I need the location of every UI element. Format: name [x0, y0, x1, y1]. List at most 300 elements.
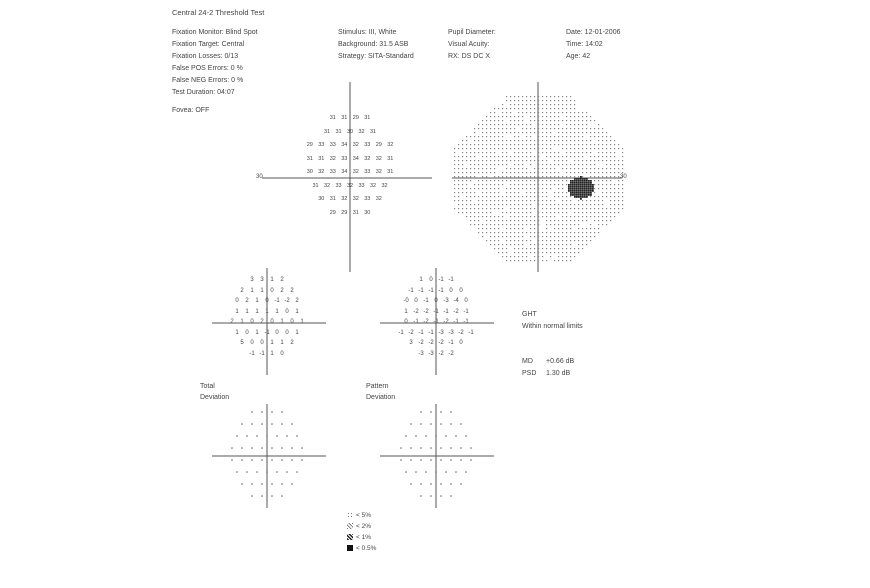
grayscale-dot — [598, 160, 599, 161]
grayscale-dot — [514, 104, 515, 105]
grayscale-dot — [518, 124, 519, 125]
grayscale-dot — [486, 204, 487, 205]
grayscale-dot — [558, 152, 559, 153]
blind-spot-dot — [584, 190, 586, 192]
grayscale-dot — [518, 188, 519, 189]
grayscale-dot — [526, 112, 527, 113]
grayscale-dot — [522, 124, 523, 125]
grayscale-dot — [546, 112, 547, 113]
probability-dot — [286, 471, 288, 473]
grayscale-dot — [510, 196, 511, 197]
grayscale-dot — [590, 212, 591, 213]
grayscale-dot — [578, 128, 579, 129]
grayscale-dot — [538, 204, 539, 205]
grayscale-dot — [522, 104, 523, 105]
blind-spot-dot — [578, 190, 580, 192]
grayscale-dot — [502, 184, 503, 185]
grayscale-dot — [530, 248, 531, 249]
grayscale-dot — [482, 232, 483, 233]
grayscale-dot — [542, 104, 543, 105]
grayscale-dot — [494, 164, 495, 165]
grayscale-dot — [546, 96, 547, 97]
grayscale-dot — [566, 108, 567, 109]
grayscale-dot — [602, 128, 603, 129]
probability-dot — [271, 411, 273, 413]
grayscale-dot — [514, 200, 515, 201]
grayscale-dot — [582, 120, 583, 121]
total-deviation-value: 2 — [280, 277, 284, 283]
grayscale-dot — [470, 180, 471, 181]
grayscale-dot — [478, 204, 479, 205]
grayscale-dot — [590, 136, 591, 137]
grayscale-dot — [570, 96, 571, 97]
probability-dot — [271, 423, 273, 425]
grayscale-dot — [622, 160, 623, 161]
grayscale-dot — [478, 196, 479, 197]
grayscale-dot — [474, 148, 475, 149]
grayscale-dot — [566, 168, 567, 169]
grayscale-dot — [470, 204, 471, 205]
total-deviation-value: 1 — [280, 319, 284, 325]
grayscale-dot — [598, 140, 599, 141]
grayscale-dot — [538, 104, 539, 105]
grayscale-dot — [562, 228, 563, 229]
grayscale-dot — [618, 192, 619, 193]
grayscale-dot — [506, 260, 507, 261]
grayscale-dot — [614, 216, 615, 217]
threshold-value: 31 — [387, 169, 394, 175]
grayscale-dot — [538, 236, 539, 237]
grayscale-dot — [550, 132, 551, 133]
grayscale-dot — [550, 104, 551, 105]
date: Date: 12-01-2006 — [566, 29, 621, 36]
probability-dot — [470, 447, 472, 449]
grayscale-dot — [598, 132, 599, 133]
blind-spot-dot — [590, 180, 592, 182]
grayscale-dot — [462, 188, 463, 189]
grayscale-dot — [518, 136, 519, 137]
threshold-value: 33 — [329, 142, 336, 148]
grayscale-dot — [486, 220, 487, 221]
grayscale-dot — [462, 152, 463, 153]
grayscale-dot — [522, 216, 523, 217]
grayscale-dot — [574, 116, 575, 117]
grayscale-dot — [526, 208, 527, 209]
grayscale-dot — [602, 220, 603, 221]
grayscale-dot — [594, 188, 595, 189]
threshold-value: 32 — [381, 182, 388, 189]
grayscale-dot — [502, 120, 503, 121]
grayscale-dot — [482, 176, 483, 177]
grayscale-dot — [482, 180, 483, 181]
grayscale-dot — [506, 180, 507, 181]
grayscale-dot — [558, 192, 559, 193]
grayscale-dot — [502, 144, 503, 145]
grayscale-dot — [610, 196, 611, 197]
grayscale-dot — [570, 124, 571, 125]
pattern-deviation-value: 3 — [409, 340, 413, 346]
grayscale-dot — [582, 152, 583, 153]
probability-dot — [281, 423, 283, 425]
grayscale-dot — [514, 204, 515, 205]
grayscale-dot — [554, 208, 555, 209]
grayscale-dot — [482, 188, 483, 189]
grayscale-dot — [550, 176, 551, 177]
grayscale-dot — [506, 204, 507, 205]
pattern-deviation-value: 0 — [434, 298, 438, 304]
grayscale-dot — [506, 144, 507, 145]
grayscale-dot — [506, 152, 507, 153]
grayscale-dot — [462, 160, 463, 161]
grayscale-dot — [518, 104, 519, 105]
blind-spot-dot — [576, 188, 578, 190]
grayscale-dot — [618, 212, 619, 213]
grayscale-dot — [610, 212, 611, 213]
grayscale-dot — [514, 164, 515, 165]
blind-spot-dot — [584, 194, 586, 196]
grayscale-dot — [590, 140, 591, 141]
grayscale-dot — [490, 184, 491, 185]
grayscale-dot — [566, 112, 567, 113]
grayscale-dot — [542, 144, 543, 145]
grayscale-dot — [530, 200, 531, 201]
grayscale-dot — [490, 236, 491, 237]
threshold-value: 32 — [323, 182, 331, 189]
grayscale-dot — [490, 180, 491, 181]
blind-spot-dot — [588, 182, 590, 184]
grayscale-dot — [474, 164, 475, 165]
grayscale-dot — [530, 104, 531, 105]
grayscale-dot — [530, 240, 531, 241]
probability-dot — [301, 459, 303, 461]
stimulus: Stimulus: III, White — [338, 29, 397, 36]
grayscale-dot — [486, 136, 487, 137]
grayscale-dot — [606, 132, 607, 133]
grayscale-dot — [526, 136, 527, 137]
grayscale-dot — [542, 212, 543, 213]
grayscale-dot — [474, 224, 475, 225]
grayscale-dot — [542, 124, 543, 125]
grayscale-dot — [590, 144, 591, 145]
grayscale-dot — [506, 100, 507, 101]
grayscale-dot — [562, 136, 563, 137]
grayscale-dot — [502, 128, 503, 129]
grayscale-dot — [522, 184, 523, 185]
blind-spot-dot — [582, 184, 584, 186]
grayscale-dot — [482, 120, 483, 121]
grayscale-dot — [506, 96, 507, 97]
grayscale-dot — [534, 144, 535, 145]
grayscale-dot — [454, 192, 455, 193]
grayscale-dot — [550, 188, 551, 189]
grayscale-dot — [458, 164, 459, 165]
probability-dot — [246, 471, 248, 473]
grayscale-dot — [610, 184, 611, 185]
grayscale-dot — [522, 244, 523, 245]
probability-dot — [400, 447, 402, 449]
probability-dot — [291, 447, 293, 449]
total-deviation-label-1: Total — [200, 383, 215, 390]
grayscale-dot — [462, 204, 463, 205]
grayscale-dot — [598, 168, 599, 169]
grayscale-dot — [558, 128, 559, 129]
grayscale-dot — [530, 128, 531, 129]
probability-dot — [251, 411, 253, 413]
grayscale-dot — [606, 152, 607, 153]
blind-spot-dot — [588, 190, 590, 192]
grayscale-dot — [614, 156, 615, 157]
grayscale-dot — [486, 192, 487, 193]
grayscale-dot — [570, 112, 571, 113]
grayscale-dot — [582, 136, 583, 137]
grayscale-dot — [606, 176, 607, 177]
grayscale-dot — [494, 204, 495, 205]
grayscale-dot — [594, 196, 595, 197]
grayscale-dot — [474, 184, 475, 185]
probability-dot — [470, 459, 472, 461]
threshold-value: 32 — [375, 196, 382, 202]
total-deviation-value: -2 — [284, 298, 290, 304]
pattern-deviation-value: 0 — [429, 277, 433, 283]
grayscale-dot — [594, 232, 595, 233]
grayscale-dot — [474, 220, 475, 221]
grayscale-dot — [546, 196, 547, 197]
grayscale-dot — [602, 224, 603, 225]
grayscale-dot — [546, 116, 547, 117]
grayscale-dot — [546, 192, 547, 193]
grayscale-dot — [598, 124, 599, 125]
grayscale-dot — [502, 164, 503, 165]
grayscale-dot — [566, 184, 567, 185]
blind-spot-dot — [578, 196, 580, 198]
grayscale-dot — [602, 208, 603, 209]
blind-spot-dot — [588, 192, 590, 194]
grayscale-dot — [578, 136, 579, 137]
grayscale-dot — [578, 204, 579, 205]
probability-dot — [281, 459, 283, 461]
grayscale-dot — [550, 200, 551, 201]
grayscale-dot — [538, 192, 539, 193]
grayscale-dot — [502, 204, 503, 205]
grayscale-dot — [562, 168, 563, 169]
grayscale-dot — [562, 140, 563, 141]
grayscale-dot — [570, 140, 571, 141]
grayscale-dot — [606, 136, 607, 137]
grayscale-dot — [558, 156, 559, 157]
grayscale-dot — [602, 212, 603, 213]
grayscale-dot — [458, 188, 459, 189]
grayscale-dot — [530, 152, 531, 153]
grayscale-dot — [462, 200, 463, 201]
grayscale-dot — [578, 244, 579, 245]
grayscale-dot — [466, 176, 467, 177]
grayscale-dot — [578, 140, 579, 141]
grayscale-dot — [554, 100, 555, 101]
blind-spot-dot — [586, 194, 588, 196]
grayscale-dot — [550, 108, 551, 109]
threshold-value: 29 — [341, 209, 348, 216]
pupil-diameter: Pupil Diameter: — [448, 29, 496, 36]
grayscale-dot — [494, 120, 495, 121]
grayscale-dot — [502, 180, 503, 181]
probability-dot — [261, 423, 263, 425]
total-deviation-value: 1 — [255, 329, 259, 336]
grayscale-dot — [570, 168, 571, 169]
total-deviation-value: 2 — [240, 287, 244, 294]
grayscale-dot — [490, 168, 491, 169]
grayscale-dot — [506, 168, 507, 169]
probability-dot — [286, 435, 288, 437]
blind-spot-dot — [586, 178, 588, 180]
grayscale-dot — [522, 232, 523, 233]
grayscale-dot — [566, 196, 567, 197]
grayscale-dot — [554, 128, 555, 129]
grayscale-dot — [582, 236, 583, 237]
grayscale-dot — [554, 160, 555, 161]
grayscale-dot — [510, 116, 511, 117]
grayscale-dot — [598, 128, 599, 129]
grayscale-dot — [506, 192, 507, 193]
grayscale-dot — [546, 172, 547, 173]
grayscale-dot — [502, 236, 503, 237]
grayscale-dot — [566, 180, 567, 181]
grayscale-dot — [498, 196, 499, 197]
pattern-deviation-value: -2 — [443, 319, 449, 325]
blind-spot-dot — [590, 184, 592, 186]
grayscale-dot — [538, 196, 539, 197]
threshold-value: 32 — [364, 155, 371, 162]
grayscale-dot — [606, 208, 607, 209]
grayscale-dot — [514, 100, 515, 101]
probability-dot — [236, 435, 238, 437]
grayscale-dot — [466, 144, 467, 145]
grayscale-dot — [566, 156, 567, 157]
probability-dot — [405, 435, 407, 437]
grayscale-dot — [558, 188, 559, 189]
blind-spot-dot — [576, 178, 578, 180]
grayscale-dot — [522, 188, 523, 189]
grayscale-dot — [614, 204, 615, 205]
grayscale-dot — [562, 192, 563, 193]
grayscale-dot — [538, 200, 539, 201]
grayscale-dot — [546, 156, 547, 157]
grayscale-dot — [470, 208, 471, 209]
grayscale-dot — [562, 224, 563, 225]
grayscale-dot — [530, 172, 531, 173]
threshold-value: 32 — [352, 169, 359, 175]
grayscale-dot — [614, 144, 615, 145]
grayscale-dot — [506, 124, 507, 125]
grayscale-dot — [514, 148, 515, 149]
grayscale-dot — [454, 184, 455, 185]
grayscale-dot — [502, 152, 503, 153]
false-pos-errors: False POS Errors: 0 % — [172, 65, 243, 72]
grayscale-dot — [510, 236, 511, 237]
grayscale-dot — [570, 204, 571, 205]
blind-spot-dot — [576, 184, 578, 186]
grayscale-dot — [534, 256, 535, 257]
total-deviation-value: 1 — [255, 298, 259, 304]
total-deviation-value: 3 — [250, 277, 254, 283]
pattern-deviation-value: -1 — [438, 277, 444, 283]
probability-dot — [236, 471, 238, 473]
grayscale-dot — [510, 204, 511, 205]
grayscale-dot — [530, 184, 531, 185]
grayscale-dot — [566, 192, 567, 193]
grayscale-dot — [566, 152, 567, 153]
grayscale-dot — [542, 116, 543, 117]
md-label: MD — [522, 358, 533, 365]
probability-dot — [420, 459, 422, 461]
grayscale-dot — [474, 136, 475, 137]
grayscale-dot — [486, 140, 487, 141]
grayscale-dot — [622, 164, 623, 165]
blind-spot-dot — [572, 186, 574, 188]
grayscale-dot — [510, 212, 511, 213]
probability-dot — [445, 435, 447, 437]
threshold-axis-right: 30 — [620, 174, 627, 180]
grayscale-dot — [502, 104, 503, 105]
grayscale-dot — [554, 244, 555, 245]
grayscale-dot — [518, 192, 519, 193]
grayscale-dot — [590, 148, 591, 149]
grayscale-dot — [490, 152, 491, 153]
grayscale-dot — [538, 108, 539, 109]
blind-spot-dot — [570, 182, 572, 184]
grayscale-dot — [562, 188, 563, 189]
grayscale-dot — [530, 164, 531, 165]
grayscale-dot — [574, 140, 575, 141]
grayscale-dot — [510, 140, 511, 141]
grayscale-dot — [558, 124, 559, 125]
grayscale-dot — [542, 100, 543, 101]
grayscale-dot — [546, 176, 547, 177]
grayscale-dot — [482, 216, 483, 217]
grayscale-dot — [590, 116, 591, 117]
pattern-deviation-value: -3 — [438, 329, 444, 336]
grayscale-dot — [538, 120, 539, 121]
total-deviation-value: -1 — [274, 298, 280, 304]
grayscale-dot — [554, 236, 555, 237]
grayscale-dot — [570, 228, 571, 229]
probability-dot — [271, 459, 273, 461]
threshold-value: 31 — [323, 128, 331, 135]
grayscale-dot — [466, 184, 467, 185]
grayscale-dot — [586, 216, 587, 217]
grayscale-dot — [566, 128, 567, 129]
grayscale-dot — [566, 144, 567, 145]
blind-spot-dot — [578, 186, 580, 188]
grayscale-dot — [546, 164, 547, 165]
grayscale-dot — [602, 136, 603, 137]
grayscale-dot — [582, 232, 583, 233]
grayscale-dot — [530, 132, 531, 133]
grayscale-dot — [542, 260, 543, 261]
grayscale-dot — [490, 232, 491, 233]
blind-spot-dot — [574, 188, 576, 190]
grayscale-dot — [538, 216, 539, 217]
grayscale-dot — [562, 180, 563, 181]
grayscale-dot — [558, 176, 559, 177]
grayscale-dot — [602, 168, 603, 169]
blind-spot-dot — [590, 182, 592, 184]
pattern-deviation-value: -2 — [458, 329, 464, 336]
total-deviation-value: 2 — [280, 287, 284, 294]
grayscale-dot — [558, 180, 559, 181]
pattern-deviation-value: -1 — [413, 319, 419, 325]
probability-dot — [251, 459, 253, 461]
grayscale-dot — [570, 224, 571, 225]
